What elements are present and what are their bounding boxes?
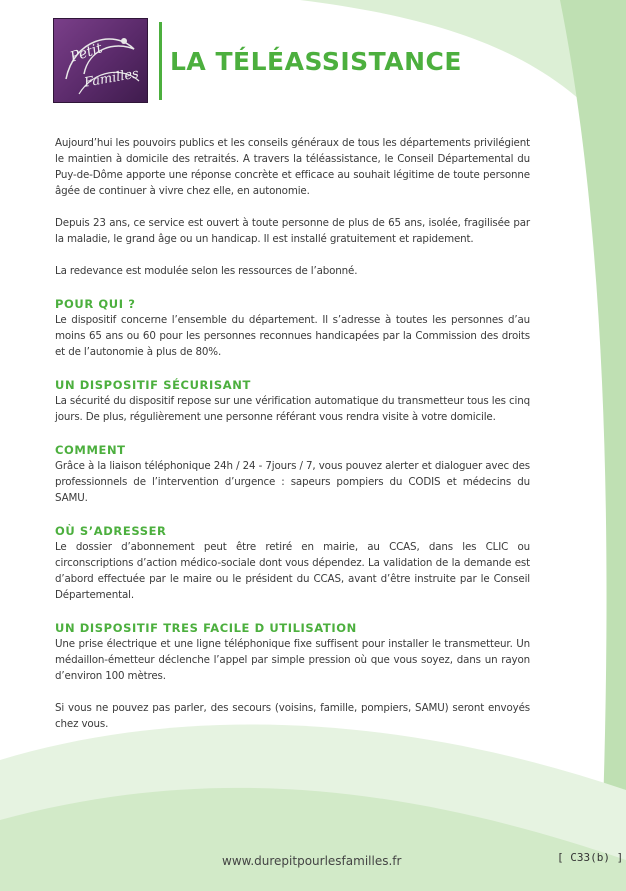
intro-paragraph-1: Aujourd’hui les pouvoirs publics et les conseils généraux de tous les départements privilégient le maintien à domicile des retraités. A travers la téléassistance, le Conseil Départemental du Puy-de-Dôme apporte une réponse concrète et efficace au souhait légitime de toute personne âgée de continuer à vivre chez elle, en autonomie. — [55, 137, 530, 197]
section-text-ou-sadresser: Le dossier d’abonnement peut être retiré en mairie, au CCAS, dans les CLIC ou circonscriptions d’action médico-sociale dont vous dépendez. La validation de la demande est d’abord effectuée par le maire ou le président du CCAS, avant d’être instruite par le Conseil Départemental. — [55, 541, 530, 601]
title-rule — [159, 22, 162, 100]
section-text-utilisation: Une prise électrique et une ligne téléphonique fixe suffisent pour installer le transmetteur. Un médaillon-émetteur déclenche l’appel par simple pression où que vous soyez, dans un rayon d’environ 100 mètres. — [55, 638, 530, 682]
logo-text-petit: Petit — [68, 40, 105, 66]
website-link[interactable]: www.durepitpourlesfamilles.fr — [222, 854, 402, 868]
main-content — [55, 135, 530, 732]
section-text-pour-qui: Le dispositif concerne l’ensemble du département. Il s’adresse à toutes les personnes d’au moins 65 ans ou 60 pour les personnes reconnues handicapées par la Commission des droits et de l’autonomie à plus de 80%. — [55, 314, 530, 358]
section-text-securisant: La sécurité du dispositif repose sur une vérification automatique du transmetteur tous les cinq jours. De plus, régulièrement une personne référant vous rendra visite à votre domicile. — [55, 395, 530, 423]
section-heading-pour-qui: POUR QUI ? — [55, 297, 136, 311]
section-heading-comment: COMMENT — [55, 443, 126, 457]
section-text-comment: Grâce à la liaison téléphonique 24h / 24 - 7jours / 7, vous pouvez alerter et dialoguer avec des professionnels de l’intervention d’urgence : sapeurs pompiers du CODIS et médecins du SAMU. — [55, 460, 530, 504]
logo-swirl-icon — [54, 19, 149, 104]
section-heading-securisant: UN DISPOSITIF SÉCURISANT — [55, 378, 251, 392]
intro-paragraph-3: La redevance est modulée selon les ressources de l’abonné. — [55, 265, 358, 277]
intro-paragraph-2: Depuis 23 ans, ce service est ouvert à toute personne de plus de 65 ans, isolée, fragilisée par la maladie, le grand âge ou un handicap. Il est installé gratuitement et rapidement. — [55, 217, 530, 245]
closing-paragraph: Si vous ne pouvez pas parler, des secours (voisins, famille, pompiers, SAMU) seront envoyés chez vous. — [55, 702, 530, 730]
page-title: LA TÉLÉASSISTANCE — [170, 47, 462, 76]
section-heading-ou-sadresser: OÙ S’ADRESSER — [55, 524, 167, 538]
logo — [53, 18, 148, 103]
logo-text-familles: Familles — [83, 66, 140, 91]
section-heading-utilisation: UN DISPOSITIF TRES FACILE D UTILISATION — [55, 621, 357, 635]
page-number: [ C33(b) ] — [557, 851, 624, 864]
